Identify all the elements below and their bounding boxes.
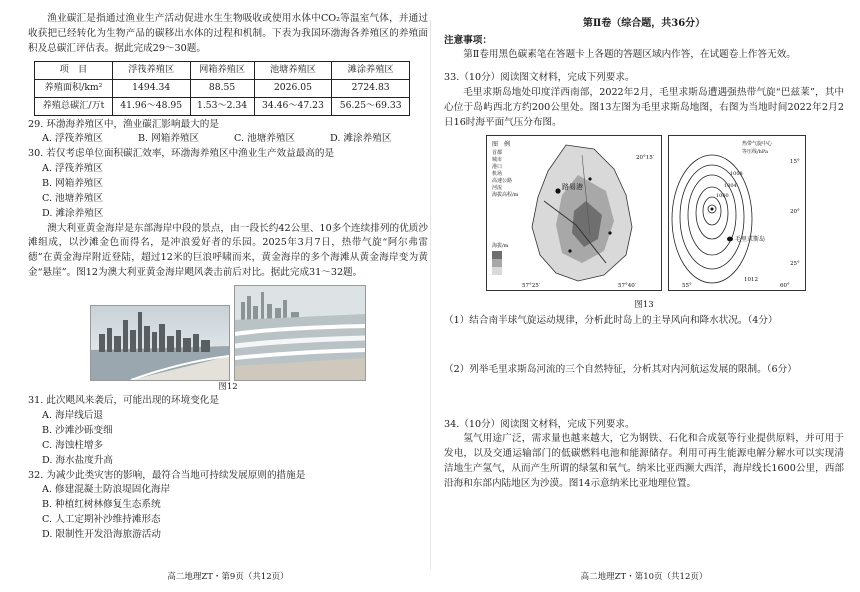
table-row [35,97,410,115]
option-c[interactable]: C. 海蚀柱增多 [42,439,104,451]
notice-text: 第Ⅱ卷用黑色碳素笔在答题卡上各题的答题区域内作答，在试题卷上作答无效。 [463,49,796,61]
answer-space[interactable] [444,378,844,418]
table-row [35,79,410,97]
left-page [28,0,428,592]
table-cell: 88.55 [190,79,254,97]
table-cell: 56.25～69.33 [332,97,410,115]
option-d[interactable]: D. 海水盐度升高 [42,454,114,466]
city-beach-photo [91,306,229,380]
question-33-part-2: （2）列举毛里求斯岛河流的三个自然特征，分析其对内河航运发展的限制。（6分） [444,363,797,375]
figure-12-caption: 图12 [218,382,238,393]
map-lat-label: 20°15′ [636,154,654,161]
option-b[interactable]: B. 网箱养殖区 [42,178,104,190]
pressure-legend-item: 热带气旋中心 [742,140,773,147]
option-b[interactable]: B. 种植红树林修复生态系统 [42,499,161,511]
table-header-cell: 池塘养殖区 [254,61,332,79]
option-d[interactable]: D. 滩涂养殖区 [42,207,104,219]
question-30-options-row2 [42,192,428,222]
map-label-port-louis: 路易港 [562,182,583,191]
passage-gold-coast: 澳大利亚黄金海岸是东部海岸中段的景点，由一段长约42公里、10多个连续排列的优质沙滩组成，以沙滩金色而得名，是冲浪爱好者的乐园。2025年3月7日，热带气旋“阿尔弗雷德”在黄金海岸附近登陆，超过12米的巨浪呼啸而来，黄金海岸的多个海滩从黄金海岸变为黄金“悬崖”。图12为澳大利亚黄金海岸飓风袭击前后对比。据此完成31～32题。 [28,222,428,279]
pressure-lon-label: 55° [682,282,692,289]
table-header-cell: 浮筏养殖区 [112,61,190,79]
notice-title: 注意事项： [444,34,492,46]
option-c[interactable]: C. 池塘养殖区 [42,192,104,204]
table-header-row [35,61,410,79]
question-31-stem: 31. 此次飓风来袭后，可能出现的环境变化是 [28,395,219,407]
table-cell: 2026.05 [254,79,332,97]
question-32-stem: 32. 为减少此类灾害的影响，最符合当地可持续发展原则的措施是 [28,469,306,481]
isobar-label: 1000 [716,192,729,199]
option-c[interactable]: C. 池塘养殖区 [234,133,296,145]
map-legend-title: 图 例 [492,140,511,148]
option-a[interactable]: A. 修建混凝土防浪堤固化海岸 [42,484,171,496]
map-lon-label: 57°25′ [522,282,540,289]
isobar-label: 1008 [730,170,743,177]
question-33-part-1: （1）结合南半球气旋运动规律，分析此时岛上的主导风向和降水状况。（4分） [444,314,778,326]
page-divider [430,20,431,570]
table-cell: 1494.34 [112,79,190,97]
pressure-lon-label: 60° [780,282,790,289]
question-34-heading: 34.（10分）阅读图文材料，完成下列要求。 [444,418,635,430]
table-cell: 养殖总碳汇/万t [35,97,113,115]
pressure-lat-label: 15° [790,158,800,165]
table-cell: 1.53～2.34 [190,97,254,115]
map-legend-item: 河流 [492,184,503,191]
question-33-heading: 33.（10分）阅读图文材料，完成下列要求。 [444,72,635,84]
map-legend-item: 海拔高程/m [492,191,519,198]
map-lon-label: 57°40′ [618,282,636,289]
table-cell: 养殖面积/km² [35,79,113,97]
map-legend-item: 港口 [492,163,503,170]
carbon-sink-table [34,61,410,116]
map-legend-item: 高速公路 [492,177,513,184]
question-30-stem: 30. 若仅考虑单位面积碳汇效率，环渤海养殖区中渔业生产效益最高的是 [28,148,335,160]
figure-12-photos [28,285,428,381]
question-34-material: 氢气用途广泛，需求量也越来越大，它为钢铁、石化和合成氨等行业提供原料，并可用于发电，以及交通运输部门的低碳燃料电池和能源储存。利用可再生能源电解分解水可以实现清洁地生产氢气，从而产生所谓的绿氢和氧气。纳米比亚西濒大西洋，海岸线长1600公里，西部沿海和东部内陆地区为沙漠。图14示意纳米比亚地理位置。 [444,433,844,489]
map-legend-item: 城市 [492,156,503,163]
question-33-material: 毛里求斯岛地处印度洋西南部，2022年2月，毛里求斯岛遭遇强热带气旋“巴兹莱”，其中心位于岛屿西北方约200公里处。图13左图为毛里求斯岛地图，右图为当地时间2022年2月2日16时海平面气压分布图。 [444,87,844,128]
table-header-cell: 网箱养殖区 [190,61,254,79]
option-a[interactable]: A. 浮筏养殖区 [42,133,103,145]
passage-carbon-sink: 渔业碳汇是指通过渔业生产活动促进水生生物吸收或使用水体中CO₂等温室气体，并通过收获把已经转化为生物产品的碳移出水体的过程和机制。下表为我国环渤海各养殖区的养殖面积及总碳汇评估表。据此完成29～30题。 [28,13,428,54]
question-29-options [42,132,428,147]
pressure-map [668,135,806,291]
storm-beach-photo [235,286,365,380]
photo-after-cyclone [234,285,366,381]
option-a[interactable]: A. 海岸线后退 [42,410,103,422]
question-29-stem: 29. 环渤海养殖区中，渔业碳汇影响最大的是 [28,118,219,130]
option-b[interactable]: B. 网箱养殖区 [138,133,200,145]
question-30-options-row1 [42,162,428,192]
option-b[interactable]: B. 沙滩沙砾变细 [42,424,113,436]
figure-13 [486,135,806,297]
figure-13-caption: 图13 [634,299,654,310]
table-cell: 34.46～47.23 [254,97,332,115]
table-header-cell: 项 目 [35,61,113,79]
right-page [444,0,844,592]
map-legend-item: 机场 [492,170,503,177]
table-header-cell: 滩涂养殖区 [332,61,410,79]
pressure-lat-label: 25° [790,260,800,267]
section-title: 第Ⅱ卷（综合题，共36分） [582,18,706,29]
pressure-lat-label: 20° [790,208,800,215]
page-footer-10: 高二地理ZT・第10页（共12页） [580,571,708,582]
isobar-label: 1004 [724,182,737,189]
isobar-label: 1012 [744,276,758,283]
table-cell: 2724.83 [332,79,410,97]
page-footer-9: 高二地理ZT・第9页（共12页） [167,571,289,582]
option-d[interactable]: D. 限制性开发沿海旅游活动 [42,528,161,540]
option-d[interactable]: D. 滩涂养殖区 [330,133,392,145]
option-a[interactable]: A. 浮筏养殖区 [42,163,103,175]
pressure-legend-item: 等压线/hPa [742,148,769,155]
mauritius-map [486,135,662,291]
elevation-title: 海拔/m [492,242,509,249]
photo-before-cyclone [90,305,230,381]
answer-space[interactable] [444,329,844,363]
island-label: 毛里求斯岛 [735,235,766,243]
table-cell: 41.96～48.95 [112,97,190,115]
option-c[interactable]: C. 人工定期补沙维持滩形态 [42,514,161,526]
map-legend-item: 首都 [492,149,503,156]
